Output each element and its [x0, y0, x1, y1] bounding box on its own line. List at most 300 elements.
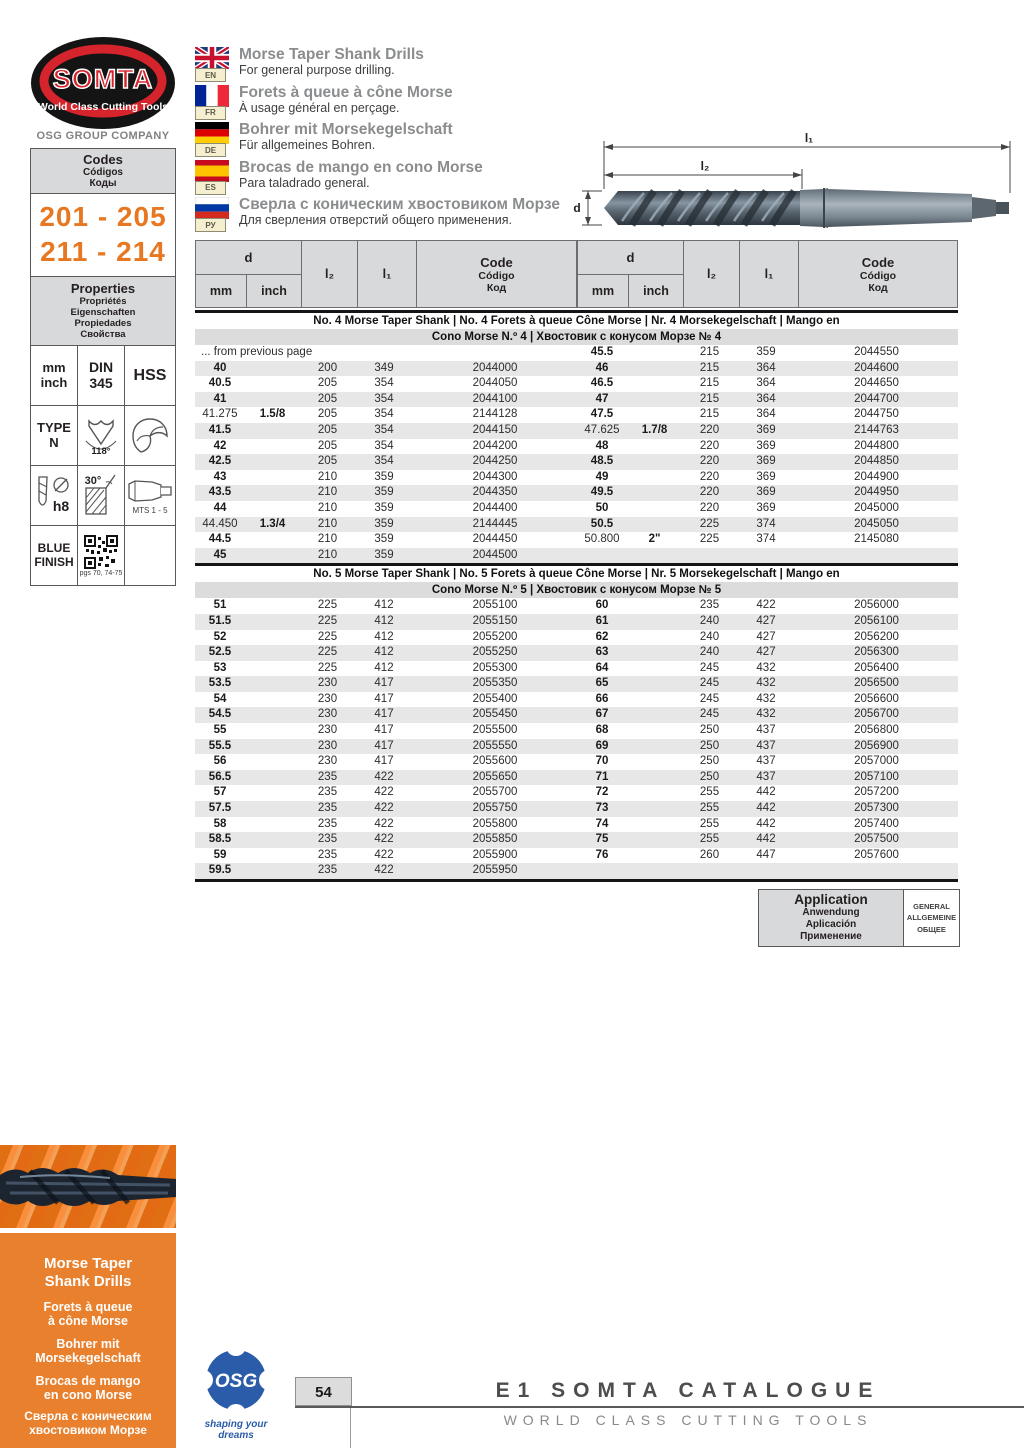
cell-mm: 52.5: [208, 646, 232, 659]
cell-mm: 55.5: [208, 739, 232, 752]
cell-l1: 422: [374, 770, 394, 783]
cell-l1: 447: [756, 848, 776, 861]
cell-l1: 427: [756, 630, 776, 643]
cell-mm: [577, 863, 627, 879]
cell-l2: 235: [317, 817, 338, 830]
cell-l2: [682, 863, 737, 879]
page-number: 54: [295, 1377, 352, 1406]
cell-l1: 422: [374, 864, 394, 877]
cell-mm: 70: [595, 755, 609, 768]
cell-l1: 437: [756, 724, 776, 737]
sidebar-es: Brocas de mango en cono Morse: [35, 1373, 141, 1402]
col-header-l1: l₁: [358, 241, 417, 307]
cell-l1: 427: [756, 614, 776, 627]
cell-l2: 225: [699, 533, 720, 546]
cell-l2: 245: [699, 692, 720, 705]
table-row: [577, 661, 958, 677]
uk-flag-icon: [195, 47, 229, 69]
cell-code: 2057600: [854, 848, 899, 861]
cell-l2: 255: [699, 786, 720, 799]
property-units: mm inch: [31, 346, 78, 406]
property-type: TYPE N: [31, 406, 78, 466]
footer-rule: [295, 1406, 1024, 1408]
cell-code: 2055200: [472, 630, 518, 643]
cell-l1: 369: [756, 423, 776, 436]
cell-code: 2044150: [472, 423, 518, 436]
cell-inch: [627, 517, 682, 533]
cell-mm: 73: [595, 802, 609, 815]
cell-inch: [627, 470, 682, 486]
col-header-l2: l₂: [684, 241, 740, 307]
cell-l1: 354: [374, 408, 394, 421]
cell-inch: [627, 832, 682, 848]
diagram-l1-label: l₁: [804, 131, 814, 145]
diagram-d-label: d: [573, 201, 581, 215]
cell-inch: [245, 439, 300, 455]
cell-l2: 235: [317, 770, 338, 783]
tolerance-h8-icon: [31, 466, 78, 526]
table-row: [577, 598, 958, 614]
cell-inch: 1.7/8: [641, 423, 668, 436]
cell-code: 2055150: [472, 614, 518, 627]
col-header-l2: l₂: [302, 241, 358, 307]
cell-inch: 1.3/4: [259, 517, 286, 530]
cell-l1: 359: [374, 501, 394, 514]
table-row: [577, 501, 958, 517]
cell-l1: 442: [756, 817, 776, 830]
cell-l1: 354: [374, 455, 394, 468]
cell-code: 2056500: [854, 677, 899, 690]
cell-mm: 61: [595, 614, 609, 627]
lang-tag-en: EN: [195, 68, 226, 82]
cell-mm: 48: [595, 439, 609, 452]
cell-l2: 235: [317, 833, 338, 846]
cell-inch: [245, 532, 300, 548]
cell-inch: [245, 501, 300, 517]
cell-mm: 47.625: [584, 423, 620, 436]
cell-code: 2044050: [472, 377, 518, 390]
cell-l1: 364: [756, 361, 776, 374]
cell-mm: 45: [213, 548, 227, 561]
cell-mm: 41.5: [208, 423, 232, 436]
property-finish: BLUE FINISH: [31, 526, 78, 585]
cell-mm: 46.5: [590, 377, 614, 390]
cell-mm: 41: [213, 392, 227, 405]
cell-l1: 432: [756, 692, 776, 705]
cell-l1: 359: [374, 486, 394, 499]
cell-l1: 422: [374, 833, 394, 846]
cell-code: 2055100: [472, 599, 518, 612]
cell-l1: 369: [756, 501, 776, 514]
qr-code-icon: [78, 526, 125, 585]
col-header-d: d: [196, 241, 301, 275]
table-row: [577, 692, 958, 708]
cell-mm: 41.275: [202, 408, 238, 421]
cell-inch: [627, 485, 682, 501]
table-row: [577, 785, 958, 801]
cell-mm: 45.5: [590, 346, 614, 358]
intro-title-de: Bohrer mit Morsekegelschaft: [239, 121, 453, 138]
application-box: [758, 889, 960, 947]
cell-code: 2055450: [472, 708, 518, 721]
cell-code: 2044450: [472, 533, 518, 546]
table-row: [195, 376, 577, 392]
sidebar-title: Morse Taper Shank Drills: [43, 1255, 133, 1290]
cell-mm: 53: [213, 661, 227, 674]
section-no4-data: [195, 345, 958, 563]
cell-l2: 205: [317, 408, 338, 421]
cell-inch: [627, 754, 682, 770]
osg-slogan: shaping your dreams: [204, 1419, 268, 1441]
cell-l2: 260: [699, 848, 720, 861]
cell-l2: 225: [317, 646, 338, 659]
table-row: [577, 548, 958, 564]
cell-l1: 354: [374, 377, 394, 390]
cell-inch: [245, 548, 300, 564]
cell-l2: 205: [317, 392, 338, 405]
properties-box-header: [31, 277, 175, 346]
cell-inch: [627, 614, 682, 630]
table-row: [195, 630, 577, 646]
cell-inch: [627, 661, 682, 677]
flute-section-icon: [125, 406, 175, 466]
cell-mm: 63: [595, 646, 609, 659]
table-row: [577, 770, 958, 786]
cell-l1: 412: [374, 661, 394, 674]
cell-l1: 437: [756, 755, 776, 768]
cell-l1: 412: [374, 614, 394, 627]
intro-subtitle-fr: À usage général en perçage.: [239, 100, 400, 115]
cell-code: 2057000: [854, 755, 899, 768]
cell-mm: 67: [595, 708, 609, 721]
cell-l2: 220: [699, 470, 720, 483]
intro-en: [195, 47, 590, 80]
cell-l2: 215: [699, 392, 720, 405]
cell-inch: [627, 548, 682, 564]
table-row: [577, 723, 958, 739]
intro-de: [195, 122, 590, 155]
cell-mm: 44.450: [202, 517, 238, 530]
cell-l2: 255: [699, 817, 720, 830]
table-row: [577, 392, 958, 408]
cell-inch: [627, 645, 682, 661]
table-row: [577, 485, 958, 501]
no5-right-table: [577, 598, 958, 879]
cell-l1: 417: [374, 755, 394, 768]
table-row: [195, 423, 577, 439]
france-flag-icon: [195, 85, 229, 107]
table-row: [577, 376, 958, 392]
cell-inch: [627, 723, 682, 739]
table-header-left: [195, 240, 577, 308]
osg-monogram: OSG: [214, 1371, 258, 1392]
properties-box: [30, 276, 176, 586]
cell-inch: [245, 485, 300, 501]
cell-inch: [627, 598, 682, 614]
footer-divider-line: [350, 1408, 351, 1448]
cell-l1: 442: [756, 786, 776, 799]
cell-mm: 69: [595, 739, 609, 752]
empty-cell: [125, 526, 175, 585]
continuation-note: ... from previous page: [201, 346, 313, 358]
cell-l1: 359: [756, 346, 776, 358]
cell-inch: [627, 439, 682, 455]
cell-l1: 432: [756, 677, 776, 690]
cell-inch: [627, 848, 682, 864]
table-row: [577, 614, 958, 630]
sidebar-de: Bohrer mit Morsekegelschaft: [35, 1336, 141, 1366]
table-row: [577, 754, 958, 770]
cell-mm: 57.5: [208, 802, 232, 815]
col-header-inch: inch: [261, 284, 287, 298]
lang-tag-fr: FR: [195, 106, 226, 120]
table-row: [577, 454, 958, 470]
table-row: [195, 392, 577, 408]
table-row: [195, 832, 577, 848]
property-material: HSS: [125, 346, 175, 406]
cell-inch: [627, 785, 682, 801]
point-angle-icon: [78, 406, 125, 466]
cell-code: 2055700: [472, 786, 518, 799]
cell-l1: 349: [374, 361, 394, 374]
catalogue-subtitle: WORLD CLASS CUTTING TOOLS: [503, 1412, 873, 1428]
drill-dimension-diagram: [572, 131, 1020, 239]
cell-inch: [245, 801, 300, 817]
cell-code: 2057400: [854, 817, 899, 830]
table-row: [577, 517, 958, 533]
cell-l2: 215: [699, 361, 720, 374]
spain-flag-icon: [195, 160, 229, 182]
cell-l2: 230: [317, 708, 338, 721]
codes-title-en: Codes: [83, 152, 123, 167]
cell-code: 2056600: [854, 692, 899, 705]
section-no5-title-line1: No. 5 Morse Taper Shank | No. 5 Forets à queue Cône Morse | Nr. 5 Morsekegelschaft | Mango en: [195, 563, 958, 582]
cell-mm: 52: [213, 630, 227, 643]
table-row: [195, 454, 577, 470]
table-row: [577, 645, 958, 661]
cell-mm: 60: [595, 599, 609, 612]
cell-l1: 364: [756, 408, 776, 421]
cell-mm: 55: [213, 724, 227, 737]
cell-inch: 1.5/8: [259, 408, 286, 421]
col-header-mm: mm: [578, 275, 629, 307]
cell-l2: 205: [317, 423, 338, 436]
cell-code: 2044800: [854, 439, 899, 452]
cell-l2: 225: [317, 614, 338, 627]
intro-subtitle-ru: Для сверления отверстий общего применения.: [239, 213, 512, 228]
lang-tag-ru: РУ: [195, 218, 226, 232]
table-row: [577, 345, 958, 361]
col-header-inch: inch: [643, 284, 669, 298]
somta-tagline: World Class Cutting Tools: [37, 101, 169, 113]
table-row: [195, 517, 577, 533]
cell-mm: 57: [213, 786, 227, 799]
properties-title-de: Eigenschaften: [70, 307, 136, 318]
svg-text:h8: h8: [52, 497, 70, 514]
properties-title-ru: Свойства: [80, 329, 126, 340]
cell-inch: [245, 832, 300, 848]
application-box-labels: Application Anwendung Aplicación Применение: [759, 890, 904, 946]
table-row: [195, 532, 577, 548]
table-row: [195, 548, 577, 564]
cell-inch: [627, 770, 682, 786]
table-row: [195, 676, 577, 692]
cell-l2: 245: [699, 677, 720, 690]
cell-inch: [245, 848, 300, 864]
cell-l2: 230: [317, 755, 338, 768]
cell-l2: 210: [317, 548, 338, 561]
cell-l1: 417: [374, 692, 394, 705]
table-row: [195, 754, 577, 770]
table-row: [195, 661, 577, 677]
table-row: [577, 739, 958, 755]
cell-mm: 47: [595, 392, 609, 405]
table-row: [577, 439, 958, 455]
cell-l1: 359: [374, 517, 394, 530]
cell-code: 2056200: [854, 630, 899, 643]
cell-mm: 65: [595, 677, 609, 690]
cell-mm: 74: [595, 817, 609, 830]
table-row: [577, 863, 958, 879]
codes-title-ru: Коды: [89, 178, 117, 189]
cell-mm: 40.5: [208, 377, 232, 390]
cell-l2: 225: [317, 630, 338, 643]
cell-mm: 50.5: [590, 517, 614, 530]
cell-code: [795, 863, 958, 879]
table-row: [195, 407, 577, 423]
cell-mm: 43: [213, 470, 227, 483]
cell-mm: 53.5: [208, 677, 232, 690]
cell-code: 2055950: [472, 864, 518, 877]
table-row: [195, 439, 577, 455]
cell-code: 2044650: [854, 377, 899, 390]
table-note-row: [195, 345, 577, 361]
cell-l1: 437: [756, 770, 776, 783]
cell-l1: 422: [374, 786, 394, 799]
codes-title-es: Códigos: [83, 167, 123, 178]
cell-l2: 210: [317, 470, 338, 483]
cell-code: 2056400: [854, 661, 899, 674]
table-row: [195, 614, 577, 630]
cell-l2: 210: [317, 533, 338, 546]
cell-l1: 422: [374, 848, 394, 861]
cell-l1: 374: [756, 533, 776, 546]
cell-mm: 42: [213, 439, 227, 452]
cell-code: 2044500: [472, 548, 518, 561]
cell-inch: [627, 676, 682, 692]
property-din-standard: DIN 345: [78, 346, 125, 406]
cell-mm: 51.5: [208, 614, 232, 627]
cell-code: 2045000: [854, 501, 899, 514]
table-row: [577, 361, 958, 377]
col-header-d: d: [578, 241, 683, 275]
cell-l2: 230: [317, 692, 338, 705]
cell-inch: [627, 376, 682, 392]
table-row: [195, 848, 577, 864]
code-range-1: 201 - 205: [39, 201, 167, 232]
cell-inch: [627, 345, 682, 361]
table-row: [195, 817, 577, 833]
cell-l1: 412: [374, 630, 394, 643]
cell-l2: [682, 548, 737, 564]
intro-subtitle-en: For general purpose drilling.: [239, 63, 395, 78]
cell-code: 2044750: [854, 408, 899, 421]
morse-taper-shank-icon: [125, 466, 175, 526]
cell-code: 2055500: [472, 724, 518, 737]
cell-l1: 422: [374, 802, 394, 815]
cell-mm: 50: [595, 501, 609, 514]
cell-l2: 210: [317, 501, 338, 514]
cell-inch: [627, 739, 682, 755]
table-row: [577, 630, 958, 646]
cell-mm: 56.5: [208, 770, 232, 783]
codes-box: [30, 148, 176, 277]
svg-text:30°: 30°: [84, 474, 102, 487]
cell-inch: [245, 692, 300, 708]
cell-code: 2055550: [472, 739, 518, 752]
section-no4-title-line1: No. 4 Morse Taper Shank | No. 4 Forets à queue Cône Morse | Nr. 4 Morsekegelschaft | Mango en: [195, 310, 958, 329]
cell-l1: 369: [756, 455, 776, 468]
cell-mm: 44: [213, 501, 227, 514]
cell-l2: 220: [699, 455, 720, 468]
table-row: [577, 532, 958, 548]
table-row: [577, 817, 958, 833]
cell-l1: 369: [756, 486, 776, 499]
cell-l1: 359: [374, 470, 394, 483]
code-range-2: 211 - 214: [40, 236, 166, 267]
cell-l2: 240: [699, 630, 720, 643]
cell-l1: 412: [374, 646, 394, 659]
col-header-l1: l₁: [740, 241, 799, 307]
cell-l1: 359: [374, 533, 394, 546]
cell-l2: 205: [317, 377, 338, 390]
cell-l2: 245: [699, 661, 720, 674]
cell-code: 2055650: [472, 770, 518, 783]
cell-l1: 417: [374, 724, 394, 737]
cell-l2: 230: [317, 739, 338, 752]
cell-l1: 364: [756, 377, 776, 390]
properties-title-en: Properties: [70, 281, 136, 296]
cell-inch: [245, 785, 300, 801]
sidebar-ru: Сверла с коническим хвостовиком Морзе: [24, 1409, 152, 1438]
cell-inch: [245, 770, 300, 786]
cell-inch: [245, 723, 300, 739]
cell-code: 2055800: [472, 817, 518, 830]
cell-inch: [245, 376, 300, 392]
cell-inch: [245, 661, 300, 677]
cell-code: 2044850: [854, 455, 899, 468]
intro-subtitle-de: Für allgemeines Bohren.: [239, 138, 376, 153]
cell-l1: 359: [374, 548, 394, 561]
cell-l1: 354: [374, 392, 394, 405]
cell-l2: 210: [317, 517, 338, 530]
cell-code: 2044250: [472, 455, 518, 468]
cell-inch: [627, 707, 682, 723]
table-row: [577, 848, 958, 864]
intro-subtitle-es: Para taladrado general.: [239, 175, 370, 190]
cell-mm: 62: [595, 630, 609, 643]
cell-l2: 215: [699, 377, 720, 390]
cell-l2: 235: [317, 848, 338, 861]
intro-title-en: Morse Taper Shank Drills: [239, 46, 424, 63]
intro-title-fr: Forets à queue à cône Morse: [239, 83, 453, 101]
cell-mm: 49.5: [590, 486, 614, 499]
cell-code: 2044400: [472, 501, 518, 514]
cell-code: 2057500: [854, 833, 899, 846]
cell-code: 2044700: [854, 392, 899, 405]
table-row: [577, 407, 958, 423]
qr-caption: pgs 70, 74-75: [79, 569, 123, 577]
